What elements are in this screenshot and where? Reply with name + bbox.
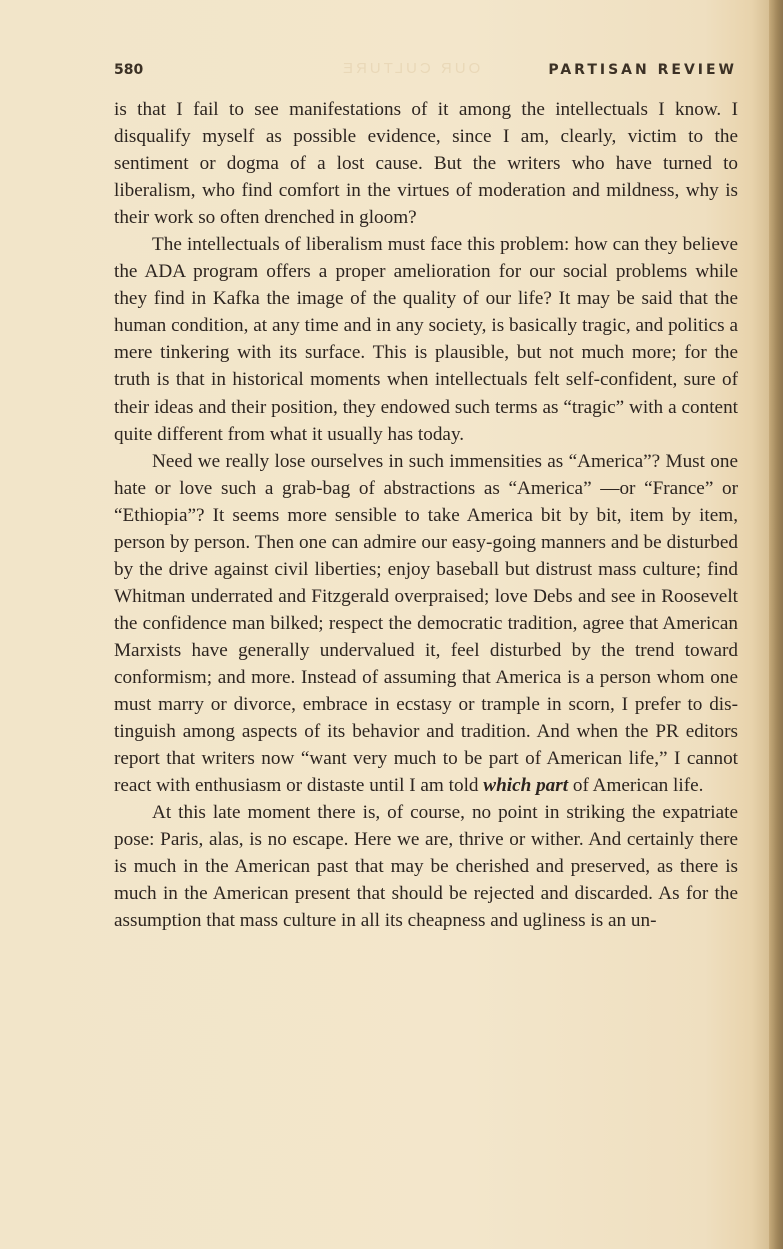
paragraph-3-text-a: Need we really lose ourselves in such immensities as “America”? Must one hate or love such a grab-bag of abstractions as “America” —or “France” or “Ethiopia”? It seems more sensible to take America bit by bit, item by item, person by person. Then one can admire our easy-going manners and be disturbed by the drive against civil liberties; enjoy baseball but distrust mass culture; find Whitman underrated and Fitzgerald overpraised; love Debs and see in Roosevelt the confidence man bilked; respect the democratic tradition, agree that American Marxists have generally undervalued it, feel disturbed by the trend toward conformism; and more. Instead of assuming that America is a person whom one must marry or divorce, embrace in ecstasy or trample in scorn, I prefer to distinguish among aspects of its behavior and tradition. And when the PR editors report that writers now “want very much to be part of American life,” I cannot react with enthusiasm or distaste until I am told — [114, 450, 738, 797]
show-through-text: OUR CULTURE — [340, 60, 481, 77]
running-head: PARTISAN REVIEW — [548, 62, 737, 78]
page-number: 580 — [114, 62, 144, 78]
page-header — [114, 58, 737, 82]
paragraph-1: is that I fail to see manifestations of it among the intellectuals I know. I disqualify myself as possible evidence, since I am, clearly, victim to the sentiment or dogma of a lost cause. But the writers who have turned to liberalism, who find comfort in the virtues of moderation and mildness, why is their work so often drenched in gloom? — [114, 99, 738, 229]
paragraph-3-text-b: of American life. — [568, 775, 704, 797]
page-edge-shadow — [769, 0, 783, 1249]
paragraph-3 — [114, 448, 738, 800]
body-text — [114, 96, 738, 934]
paragraph-2: The intellectuals of liberalism must face this problem: how can they believe the ADA program offers a proper amelioration for our social problems while they find in Kafka the image of the quality of our life? It may be said that the human condition, at any time and in any society, is basically tragic, and politics a mere tinkering with its surface. This is plausible, but not much more; for the truth is that in historical moments when intellectuals felt self-confident, sure of their ideas and their position, they endowed such terms as “tragic” with a content quite different from what it usually has today. — [114, 234, 738, 445]
paragraph-3-emphasis: which part — [483, 775, 569, 797]
paragraph-4: At this late moment there is, of course, no point in striking the expatriate pose: Paris, alas, is no escape. Here we are, thrive or wither. And certainly there is much in the American past that may be cherished and preserved, as there is much in the American present that should be rejected and discarded. As for the assumption that mass culture in all its cheapness and ugliness is an un- — [114, 802, 738, 932]
